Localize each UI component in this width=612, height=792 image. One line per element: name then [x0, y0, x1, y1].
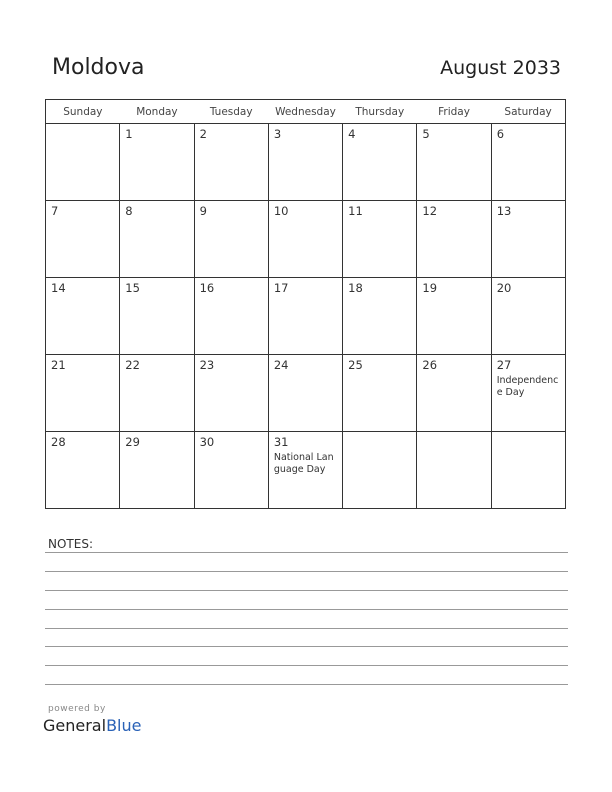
holiday-label: National Language Day — [273, 452, 334, 475]
day-cell — [417, 278, 491, 355]
weekday-friday: Friday — [417, 100, 491, 124]
day-cell — [268, 432, 342, 509]
day-cell — [343, 355, 417, 432]
day-cell — [46, 355, 120, 432]
day-number: 4 — [348, 127, 356, 141]
day-cell — [268, 278, 342, 355]
day-number: 21 — [51, 358, 66, 372]
day-number: 10 — [273, 204, 289, 218]
day-cell — [343, 201, 417, 278]
day-cell — [417, 355, 491, 432]
day-cell — [46, 124, 120, 201]
day-number: 6 — [496, 127, 505, 141]
powered-by-label: powered by — [48, 704, 106, 714]
weekday-tuesday: Tuesday — [194, 100, 268, 124]
weekday-thursday: Thursday — [343, 100, 417, 124]
day-cell — [194, 201, 268, 278]
day-number: 3 — [273, 127, 282, 141]
day-number: 26 — [422, 358, 438, 372]
day-number: 23 — [199, 358, 215, 372]
day-cell — [194, 355, 268, 432]
country-title: Moldova — [52, 55, 145, 80]
day-cell — [491, 278, 565, 355]
day-cell — [120, 278, 194, 355]
day-cell — [268, 201, 342, 278]
day-number: 11 — [348, 204, 363, 218]
day-number: 9 — [199, 204, 207, 218]
day-number: 5 — [422, 127, 430, 141]
day-number: 29 — [125, 435, 140, 449]
note-line — [45, 609, 568, 610]
day-number: 7 — [51, 204, 59, 218]
day-cell — [120, 201, 194, 278]
generalblue-logo — [43, 716, 141, 735]
month-year-title: August 2033 — [440, 57, 561, 79]
day-cell — [46, 432, 120, 509]
day-number: 19 — [422, 281, 438, 295]
weekday-wednesday: Wednesday — [268, 100, 342, 124]
notes-label: NOTES: — [48, 537, 93, 551]
day-number: 2 — [199, 127, 207, 141]
day-cell — [268, 124, 342, 201]
day-cell — [120, 432, 194, 509]
weekday-monday: Monday — [120, 100, 194, 124]
day-cell — [268, 355, 342, 432]
day-number: 14 — [51, 281, 66, 295]
day-cell — [491, 355, 565, 432]
day-cell — [194, 278, 268, 355]
day-cell — [491, 201, 565, 278]
day-number: 24 — [273, 358, 289, 372]
note-line — [45, 684, 568, 685]
day-cell — [194, 124, 268, 201]
day-number: 27 — [496, 358, 512, 372]
day-number: 8 — [125, 204, 133, 218]
note-line — [45, 646, 568, 647]
day-number: 30 — [199, 435, 215, 449]
holiday-label: Independence Day — [496, 375, 559, 398]
week-row — [46, 201, 566, 278]
day-number: 12 — [422, 204, 438, 218]
week-row — [46, 432, 566, 509]
day-cell — [343, 278, 417, 355]
weekday-sunday: Sunday — [46, 100, 120, 124]
week-row — [46, 124, 566, 201]
day-cell — [120, 355, 194, 432]
day-number: 17 — [273, 281, 289, 295]
day-number: 25 — [348, 358, 363, 372]
day-cell — [194, 432, 268, 509]
calendar-grid — [45, 99, 566, 509]
note-line — [45, 665, 568, 666]
day-cell — [46, 201, 120, 278]
day-cell — [343, 432, 417, 509]
weekday-header-row — [46, 100, 566, 124]
day-number: 18 — [348, 281, 363, 295]
note-line — [45, 590, 568, 591]
note-line — [45, 628, 568, 629]
week-row — [46, 278, 566, 355]
brand-general: General — [43, 716, 107, 735]
note-line — [45, 552, 568, 553]
day-cell — [417, 124, 491, 201]
note-line — [45, 571, 568, 572]
brand-blue: Blue — [106, 716, 142, 735]
day-number: 13 — [496, 204, 512, 218]
day-number: 22 — [125, 358, 140, 372]
day-cell — [417, 432, 491, 509]
day-cell — [491, 124, 565, 201]
day-cell — [46, 278, 120, 355]
day-number: 16 — [199, 281, 215, 295]
day-cell — [491, 432, 565, 509]
weekday-saturday: Saturday — [491, 100, 565, 124]
day-cell — [343, 124, 417, 201]
day-number: 28 — [51, 435, 66, 449]
day-number: 31 — [273, 435, 289, 449]
day-cell — [120, 124, 194, 201]
day-number: 20 — [496, 281, 512, 295]
day-cell — [417, 201, 491, 278]
day-number: 15 — [125, 281, 140, 295]
day-number: 1 — [125, 127, 133, 141]
week-row — [46, 355, 566, 432]
